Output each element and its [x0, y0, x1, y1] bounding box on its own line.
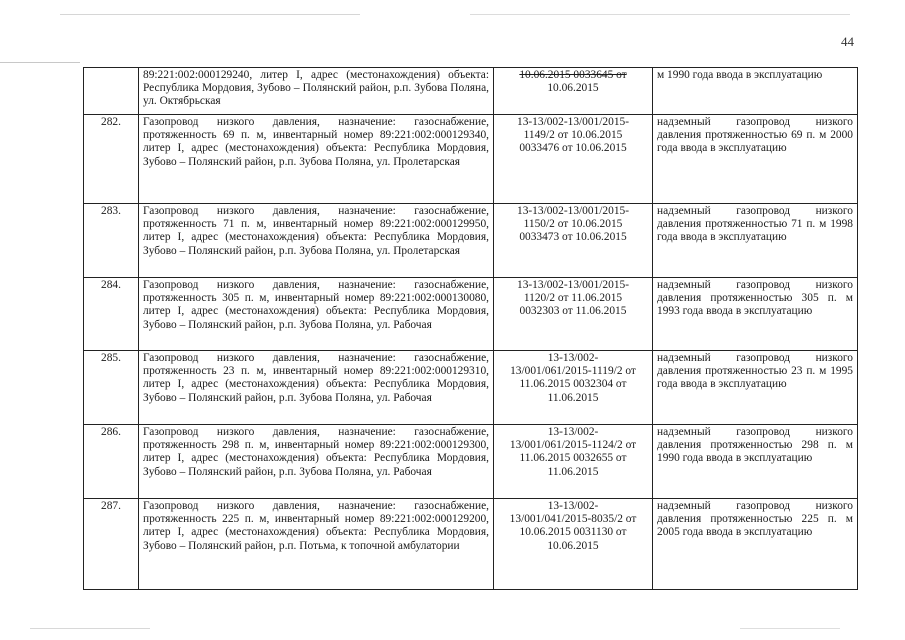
registration-line: 11.06.2015 0032304 от	[519, 378, 627, 391]
table-row	[84, 351, 858, 425]
object-note: надземный газопровод низкого давления протяженностью 305 п. м 1993 года ввода в эксплуатацию	[653, 278, 858, 351]
registration-line: 13/001/061/2015-1119/2 от	[510, 365, 636, 378]
registration-record	[494, 204, 653, 278]
scan-artifact-left	[0, 62, 80, 63]
registration-line: 13-13/002-	[547, 426, 599, 438]
row-number: 285.	[84, 351, 139, 425]
object-note: надземный газопровод низкого давления протяженностью 298 п. м 1990 года ввода в эксплуатацию	[653, 425, 858, 499]
table-row	[84, 204, 858, 278]
registration-record	[494, 278, 653, 351]
object-description: Газопровод низкого давления, назначение: газоснабжение, протяженность 71 п. м, инвентарный номер 89:221:002:000129950, литер I, адрес (местонахождения) объекта: Республика Мордовия, Зубово – Полянский район, р.п. Зубова Поляна, ул. Пролетарская	[139, 204, 494, 278]
registration-record	[494, 115, 653, 204]
registry-rows	[84, 68, 858, 590]
scan-artifact-top-right	[470, 14, 850, 15]
table-row	[84, 115, 858, 204]
row-number: 284.	[84, 278, 139, 351]
registration-line: 1120/2 от 11.06.2015	[523, 292, 623, 305]
registration-line: 13-13/002-13/001/2015-	[517, 279, 629, 291]
registry-table	[83, 67, 858, 590]
table-row	[84, 278, 858, 351]
registration-record	[494, 425, 653, 499]
registration-line: 13-13/002-13/001/2015-	[517, 205, 629, 217]
registration-line: 13-13/002-	[547, 352, 599, 364]
registration-record	[494, 68, 653, 115]
object-description: Газопровод низкого давления, назначение: газоснабжение, протяженность 225 п. м, инвентарный номер 89:221:002:000129200, литер I, адрес (местонахождения) объекта: Республика Мордовия, Зубово – Полянский район, р.п. Потьма, к топочной амбулатории	[139, 499, 494, 590]
registration-line: 0032303 от 11.06.2015	[519, 305, 627, 318]
registration-line: 11.06.2015	[547, 465, 599, 478]
registration-line: 0033473 от 10.06.2015	[519, 231, 627, 244]
registration-line: 11.06.2015	[547, 391, 599, 404]
object-note: м 1990 года ввода в эксплуатацию	[653, 68, 858, 115]
object-description: Газопровод низкого давления, назначение: газоснабжение, протяженность 305 п. м, инвентарный номер 89:221:002:000130080, литер I, адрес (местонахождения) объекта: Республика Мордовия, Зубово – Полянский район, р.п. Зубова Поляна, ул. Рабочая	[139, 278, 494, 351]
registration-line: 13-13/002-	[547, 500, 599, 512]
registration-line: 10.06.2015 0033645 от	[519, 69, 627, 81]
registration-line: 13-13/002-13/001/2015-	[517, 116, 629, 128]
scan-artifact-bottom	[30, 628, 150, 629]
table-row	[84, 68, 858, 115]
registration-line: 1149/2 от 10.06.2015	[523, 129, 623, 142]
object-note: надземный газопровод низкого давления протяженностью 23 п. м 1995 года ввода в эксплуатацию	[653, 351, 858, 425]
row-number: 286.	[84, 425, 139, 499]
registration-line: 13/001/061/2015-1124/2 от	[509, 439, 637, 452]
table-row	[84, 425, 858, 499]
registration-line: 10.06.2015	[547, 539, 599, 552]
row-number: 282.	[84, 115, 139, 204]
registration-line: 10.06.2015 0031130 от	[519, 526, 627, 539]
registration-line: 1150/2 от 10.06.2015	[523, 218, 623, 231]
registration-line: 11.06.2015 0032655 от	[519, 452, 627, 465]
registration-line: 13/001/041/2015-8035/2 от	[509, 513, 637, 526]
scan-artifact-top	[60, 14, 360, 15]
row-number	[84, 68, 139, 115]
object-description: 89:221:002:000129240, литер I, адрес (местонахождения) объекта: Республика Мордовия, Зубово – Полянский район, р.п. Зубова Поляна, ул. Октябрьская	[139, 68, 494, 115]
object-note: надземный газопровод низкого давления протяженностью 225 п. м 2005 года ввода в эксплуатацию	[653, 499, 858, 590]
registration-record	[494, 351, 653, 425]
scan-artifact-bottom-right	[740, 628, 840, 629]
object-description: Газопровод низкого давления, назначение: газоснабжение, протяженность 298 п. м, инвентарный номер 89:221:002:000129300, литер I, адрес (местонахождения) объекта: Республика Мордовия, Зубово – Полянский район, р.п. Зубова Поляна, ул. Рабочая	[139, 425, 494, 499]
row-number: 283.	[84, 204, 139, 278]
registration-line: 10.06.2015	[547, 82, 599, 95]
registration-line: 0033476 от 10.06.2015	[519, 142, 627, 155]
table-row	[84, 499, 858, 590]
object-description: Газопровод низкого давления, назначение: газоснабжение, протяженность 69 п. м, инвентарный номер 89:221:002:000129340, литер I, адрес (местонахождения) объекта: Республика Мордовия, Зубово – Полянский район, р.п. Зубова Поляна, ул. Пролетарская	[139, 115, 494, 204]
page-number: 44	[841, 34, 854, 49]
row-number: 287.	[84, 499, 139, 590]
object-description: Газопровод низкого давления, назначение: газоснабжение, протяженность 23 п. м, инвентарный номер 89:221:002:000129310, литер I, адрес (местонахождения) объекта: Республика Мордовия, Зубово – Полянский район, р.п. Зубова Поляна, ул. Рабочая	[139, 351, 494, 425]
object-note: надземный газопровод низкого давления протяженностью 69 п. м 2000 года ввода в эксплуатацию	[653, 115, 858, 204]
object-note: надземный газопровод низкого давления протяженностью 71 п. м 1998 года ввода в эксплуатацию	[653, 204, 858, 278]
registration-record	[494, 499, 653, 590]
